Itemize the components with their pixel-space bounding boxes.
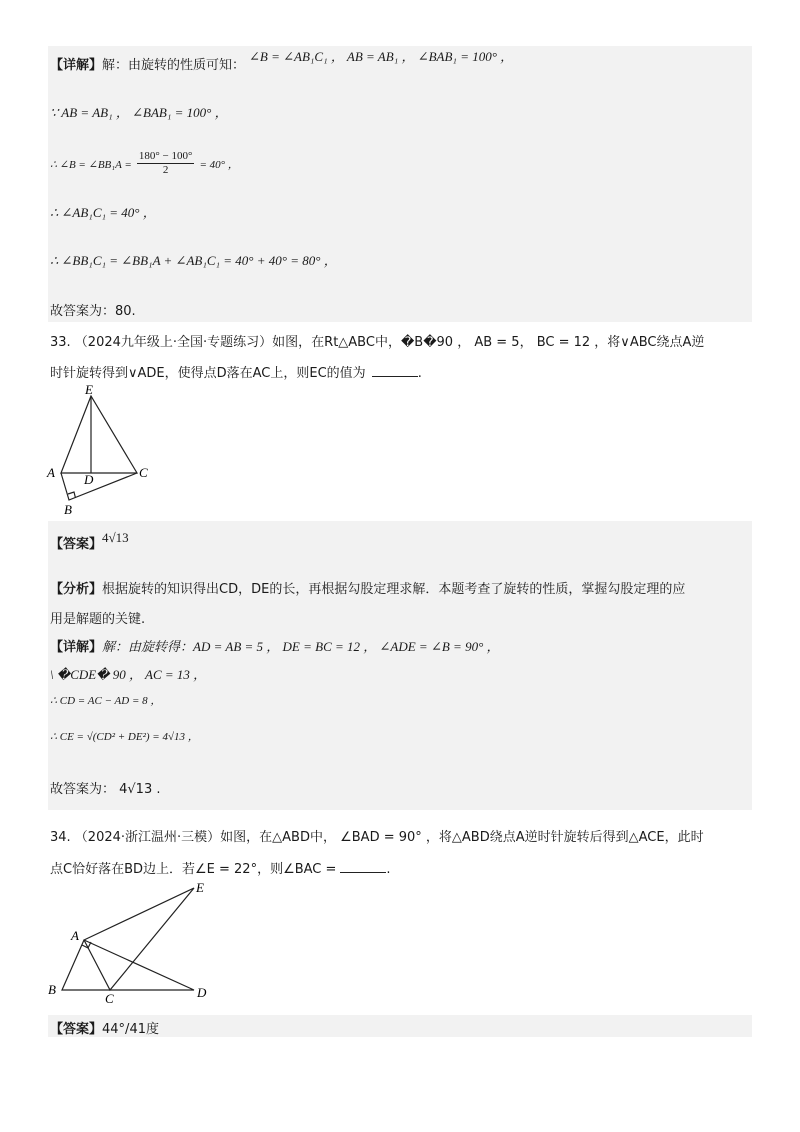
detail-33-line-1 <box>50 636 500 655</box>
problem-34-line-1: 34. （2024·浙江温州·三模）如图，在△ABD中， ∠BAD = 90° ，将△ABD绕点A逆时针旋转后得到△ACE，此时 <box>50 830 704 845</box>
label-b: B <box>64 502 72 517</box>
fraction-denominator: 2 <box>162 164 169 176</box>
solution-block-32 <box>48 46 752 322</box>
problem-33-text: 时针旋转得到∨ADE，使得点D落在AC上，则EC的值为 <box>50 366 366 381</box>
period: . <box>417 366 422 381</box>
label-e: E <box>85 384 93 397</box>
analysis-text: 根据旋转的知识得出CD，DE的长，再根据勾股定理求解．本题考查了旋转的性质，掌握勾股定理的应 <box>102 582 686 597</box>
problem-33-line-2 <box>50 362 422 381</box>
problem-34-line-2 <box>50 858 391 877</box>
detail-line-5: ∴ ∠BB₁C₁ = ∠BB₁A + ∠AB₁C₁ = 40° + 40° = 80° ， <box>50 253 337 268</box>
answer-blank-33 <box>372 364 418 377</box>
right-angle-mark-b <box>68 492 76 498</box>
triangle-abd <box>62 940 194 990</box>
triangle-ace <box>61 396 137 473</box>
label-a: A <box>71 928 79 943</box>
detail-intro: 解：由旋转的性质可知： <box>102 58 246 73</box>
detail-line-4: ∴ ∠AB₁C₁ = 40° ， <box>50 205 156 220</box>
problem-34-text: 点C恰好落在BD边上．若∠E = 22°，则∠BAC = <box>50 862 337 877</box>
triangle-ace <box>84 888 194 990</box>
problem-33-line-1: 33. （2024九年级上·全国·专题练习）如图，在Rt△ABC中，�B�90 ， AB = 5， BC = 12 ，将∨ABC绕点A逆 <box>50 335 705 350</box>
detail-line-3 <box>50 150 239 177</box>
label-b: B <box>48 982 56 997</box>
detail-33-line-2: \ �CDE� 90 ， AC = 13 ， <box>50 667 207 682</box>
detail-line-1 <box>50 49 514 73</box>
label-c: C <box>139 465 148 480</box>
analysis-line-1 <box>50 578 685 597</box>
period: . <box>386 862 391 877</box>
triangle-abc-lower <box>61 473 137 500</box>
fraction <box>137 150 195 177</box>
answer-line-34 <box>50 1018 159 1037</box>
label-c: C <box>105 991 114 1006</box>
detail-tag: 【详解】 <box>50 58 103 73</box>
label-d: D <box>84 472 94 487</box>
answer-value: 4√13 <box>102 530 129 545</box>
answer-line-33 <box>50 530 129 552</box>
label-e: E <box>196 880 204 895</box>
label-a: A <box>47 465 55 480</box>
label-d: D <box>197 985 207 1000</box>
final-answer-32: 故答案为：80. <box>50 304 136 319</box>
final-answer-33: 故答案为： 4√13 . <box>50 782 161 797</box>
fraction-numerator: 180° − 100° <box>138 150 193 162</box>
answer-tag: 【答案】 <box>50 537 103 552</box>
analysis-tag: 【分析】 <box>50 582 103 597</box>
detail-line-2: ∵ AB = AB₁ ， ∠BAB₁ = 100° ， <box>50 105 228 120</box>
detail-33-line-3: ∴ CD = AC − AD = 8 ， <box>50 695 162 707</box>
answer-blank-34 <box>340 860 386 873</box>
figure-34 <box>44 880 224 1006</box>
line3-left: ∴ ∠B = ∠BB₁A = <box>50 159 132 171</box>
figure-33 <box>44 384 154 518</box>
answer-value: 44°/41度 <box>102 1022 159 1037</box>
detail-33-line-4: ∴ CE = √(CD² + DE²) = 4√13 ， <box>50 731 199 743</box>
detail-tag-33: 【详解】 <box>50 640 103 655</box>
answer-tag: 【答案】 <box>50 1022 103 1037</box>
detail-math: ∠B = ∠AB₁C₁ ， AB = AB₁ ， ∠BAB₁ = 100° ， <box>249 49 514 64</box>
line3-right: = 40° ， <box>199 159 239 171</box>
analysis-line-2: 用是解题的关键. <box>50 612 146 627</box>
detail-33-text: 解：由旋转得：AD = AB = 5 ， DE = BC = 12 ， ∠ADE = ∠B = 90° ， <box>102 639 500 654</box>
